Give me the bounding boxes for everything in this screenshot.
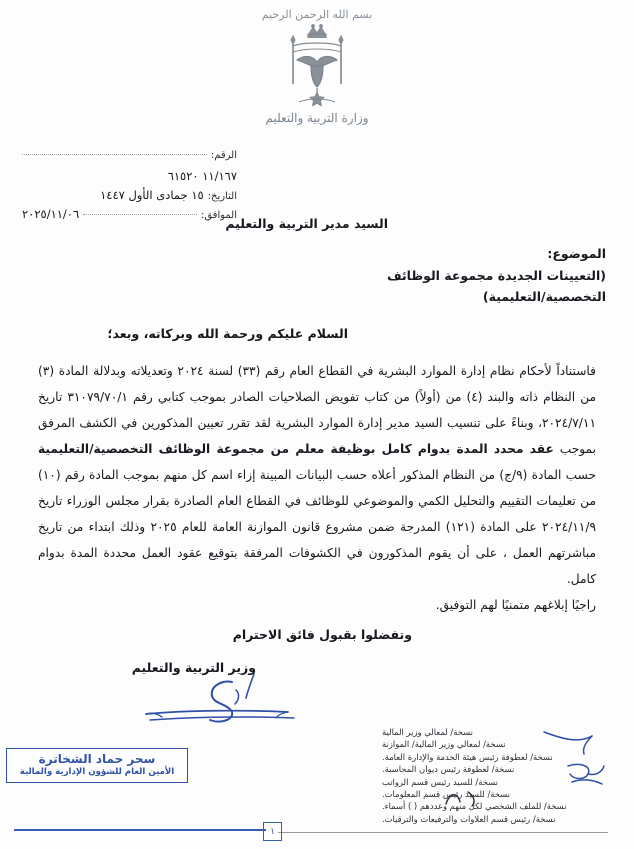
cc-item: نسخة/ لعطوفة رئيس هيئة الخدمة والإدارة العامة. (382, 751, 553, 762)
cc-distribution-list (382, 726, 622, 825)
stamp-name: سحر حماد الشخاترة (38, 752, 156, 766)
regards-line: وتفضلوا بقبول فائق الاحترام (232, 627, 412, 642)
addressee: السيد مدير التربية والتعليم (225, 216, 388, 231)
hijri-date-value: ١٥ جمادى الأول ١٤٤٧ (100, 188, 204, 202)
page-number: ١ (263, 822, 282, 841)
cc-item: نسخة/ لمعالي وزير المالية/ الموازنة (382, 739, 506, 750)
ministry-name: وزارة التربية والتعليم (265, 111, 369, 125)
reference-number-value-row (22, 169, 237, 188)
gregorian-date-row (22, 207, 237, 226)
jordan-coat-of-arms-icon (269, 22, 365, 110)
footer-divider (278, 832, 608, 833)
body-closing-line: راجيًا إبلاغهم متمنيًا لهم التوفيق. (435, 598, 596, 612)
cc-item: نسخة/ لمعالي وزير المالية (382, 727, 473, 737)
cc-item: نسخة/ رئيس قسم العلاوات والترفيعات والترقيات. (382, 813, 556, 824)
handwritten-signature (136, 668, 316, 740)
gregorian-date-label: الموافق: (200, 210, 237, 221)
reference-number-label: الرقم: (210, 150, 237, 161)
stamp-role: الأمين العام للشؤون الإدارية والمالية (19, 767, 175, 778)
cc-item: نسخة/ للسيد رئيس قسم المعلومات. (382, 789, 510, 800)
basmala-text: بسم الله الرحمن الرحيم (261, 8, 373, 21)
hijri-date-row (22, 188, 237, 207)
body-part-2: حسب المادة (٩/ج) من النظام المذكور أعلاه حسب البيانات المبينة إزاء اسم كل منهم بموجب المادة رقم (١٠) من تعليمات التقييم والتحليل الكمي والموضوعي للوظائف في القطاع العام الصادرة بقرار مجلس الوزراء تاريخ ٢٠٢٤/١١/٩ على المادة (١٢١) المدرجة ضمن مشروع قانون الموازنة العامة للعام ٢٠٢٥ وذلك ابتداء من تاريخ مباشرتهم العمل ، على أن يقوم المذكورون في الكشوفات المرفقة بتوقيع عقود العمل محددة المدة بدوام كامل. (38, 468, 597, 586)
reference-number-value: ١١/١٦٧ ٦١٥٢٠ (167, 169, 237, 183)
subject-label: الموضوع: (547, 246, 606, 261)
reference-number-row (22, 150, 237, 169)
body-bold-clause: عقد محدد المدة بدوام كامل بوظيفة معلم من مجموعة الوظائف التخصصية/التعليمية (38, 442, 554, 456)
footer-divider-blue (14, 829, 266, 831)
signatory-title: وزير التربية والتعليم (131, 660, 256, 675)
cc-item: نسخة/ للملف الشخصي لكل منهم وعددهم ( ) أسماء. (382, 801, 567, 812)
salutation: السلام عليكم ورحمة الله وبركاته، وبعد؛ (107, 326, 348, 341)
dotted-leader (22, 154, 207, 155)
dotted-leader (83, 214, 197, 215)
subject-text: (التعيينات الجديدة مجموعة الوظائف التخصصية/التعليمية) (387, 267, 606, 304)
letterhead (0, 8, 634, 125)
hijri-date-label: التاريخ: (207, 191, 237, 202)
official-stamp (6, 748, 188, 783)
reference-block (22, 150, 237, 226)
cc-item: نسخة/ للسيد رئيس قسم الرواتب (382, 776, 498, 787)
body-part-1: فاستناداً لأحكام نظام إدارة الموارد البشرية في القطاع العام رقم (٣٣) لسنة ٢٠٢٤ وتعديلاته وبدلالة المادة (٣) من النظام ذاته والبند (٤) من (أولاً) من كتاب تفويض الصلاحيات الصادر بموجب كتابي رقم ٣١٠٧٩/٧٠/١ تاريخ ٢٠٢٤/٧/١١، وبناءً على تنسيب السيد مدير إدارة الموارد البشرية لقد تقرر تعيين المذكورين في الكشف المرفق بموجب (38, 364, 597, 456)
body-paragraph (38, 358, 596, 592)
cc-item: نسخة/ لعطوفة رئيس ديوان المحاسبة. (382, 764, 515, 775)
subject-block (376, 243, 606, 308)
gregorian-date-value: ٢٠٢٥/١١/٠٦ (22, 207, 80, 221)
